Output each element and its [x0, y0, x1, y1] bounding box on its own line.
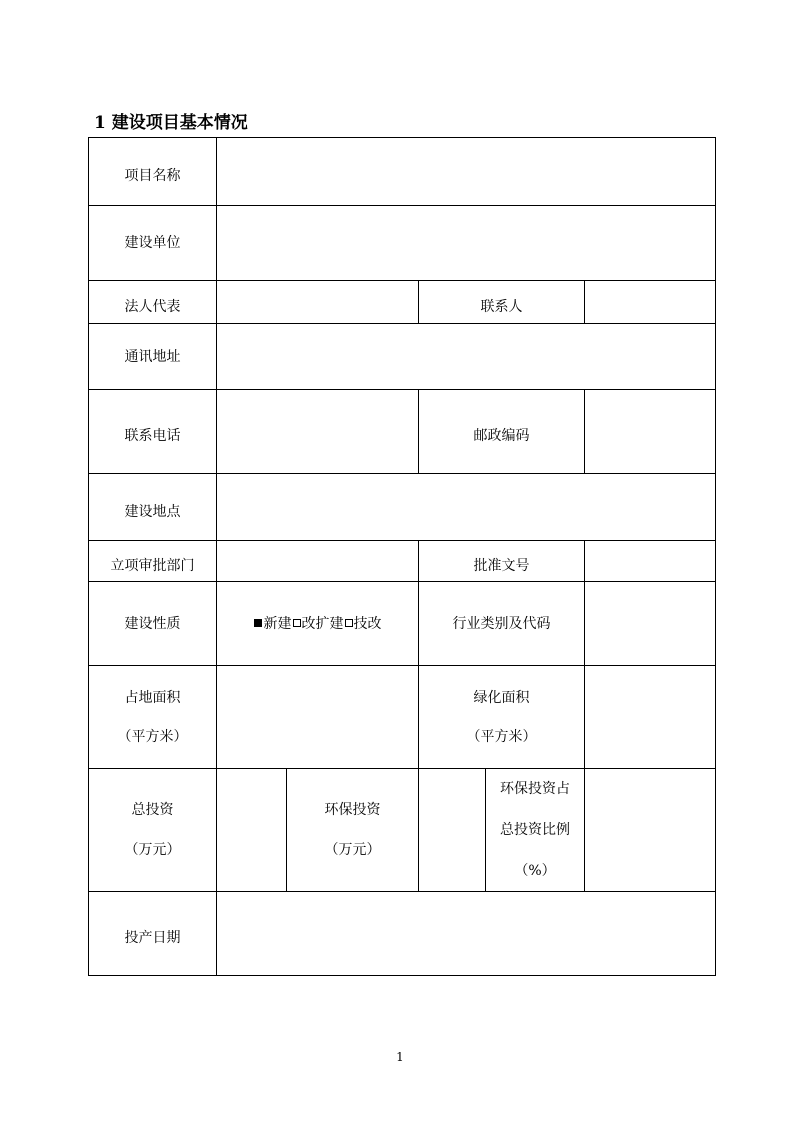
- land-area-label-line2: （平方米）: [117, 728, 188, 745]
- project-name-label: 项目名称: [89, 138, 217, 206]
- row-legal-rep: [89, 281, 716, 324]
- address-label: 通讯地址: [89, 324, 217, 390]
- option-new-label: 新建: [263, 615, 292, 632]
- production-date-label: 投产日期: [89, 892, 217, 976]
- contact-person-field[interactable]: [585, 281, 716, 324]
- construction-nature-label: 建设性质: [89, 582, 217, 666]
- land-area-field[interactable]: [217, 666, 419, 769]
- row-phone: [89, 390, 716, 474]
- phone-label: 联系电话: [89, 390, 217, 474]
- env-ratio-label-line1: 环保投资占: [500, 781, 570, 797]
- row-area: [89, 666, 716, 769]
- page-number: 1: [396, 1050, 404, 1064]
- legal-rep-field[interactable]: [217, 281, 419, 324]
- row-address: [89, 324, 716, 390]
- total-investment-label-line2: （万元）: [124, 842, 181, 858]
- approval-doc-no-label: 批准文号: [419, 541, 585, 582]
- project-name-field[interactable]: [217, 138, 716, 206]
- env-investment-label: [287, 769, 419, 892]
- postcode-field[interactable]: [585, 390, 716, 474]
- contact-person-label: 联系人: [419, 281, 585, 324]
- approval-dept-field[interactable]: [217, 541, 419, 582]
- row-nature: [89, 582, 716, 666]
- project-info-table: [88, 137, 716, 976]
- row-project-name: [89, 138, 716, 206]
- total-investment-field[interactable]: [217, 769, 287, 892]
- total-investment-label: [89, 769, 217, 892]
- land-area-label: [89, 666, 217, 769]
- green-area-field[interactable]: [585, 666, 716, 769]
- option-new-checkbox[interactable]: [254, 619, 262, 627]
- approval-dept-label: 立项审批部门: [89, 541, 217, 582]
- green-area-label-line1: 绿化面积: [473, 689, 530, 706]
- construction-unit-field[interactable]: [217, 206, 716, 281]
- section-title: 1 建设项目基本情况: [94, 113, 248, 133]
- row-approval: [89, 541, 716, 582]
- row-production-date: [89, 892, 716, 976]
- construction-unit-label: 建设单位: [89, 206, 217, 281]
- site-label: 建设地点: [89, 474, 217, 541]
- address-field[interactable]: [217, 324, 716, 390]
- option-expansion-checkbox[interactable]: [293, 619, 301, 627]
- green-area-label: [419, 666, 585, 769]
- env-investment-label-line1: 环保投资: [324, 802, 381, 818]
- construction-nature-options: [217, 582, 419, 666]
- green-area-label-line2: （平方米）: [466, 728, 537, 745]
- env-ratio-field[interactable]: [585, 769, 716, 892]
- site-field[interactable]: [217, 474, 716, 541]
- industry-code-label: 行业类别及代码: [419, 582, 585, 666]
- production-date-field[interactable]: [217, 892, 716, 976]
- env-investment-field[interactable]: [419, 769, 486, 892]
- approval-doc-no-field[interactable]: [585, 541, 716, 582]
- land-area-label-line1: 占地面积: [124, 689, 181, 706]
- env-ratio-label-line2: 总投资比例: [500, 822, 570, 838]
- phone-field[interactable]: [217, 390, 419, 474]
- env-ratio-label: [486, 769, 585, 892]
- env-ratio-label-line3: （%）: [514, 863, 556, 879]
- env-investment-label-line2: （万元）: [324, 842, 381, 858]
- industry-code-field[interactable]: [585, 582, 716, 666]
- row-investment: [89, 769, 716, 892]
- postcode-label: 邮政编码: [419, 390, 585, 474]
- total-investment-label-line1: 总投资: [131, 802, 174, 818]
- legal-rep-label: 法人代表: [89, 281, 217, 324]
- option-renovation-label: 技改: [353, 615, 382, 632]
- row-site: [89, 474, 716, 541]
- option-renovation-checkbox[interactable]: [345, 619, 353, 627]
- row-construction-unit: [89, 206, 716, 281]
- option-expansion-label: 改扩建: [301, 615, 344, 632]
